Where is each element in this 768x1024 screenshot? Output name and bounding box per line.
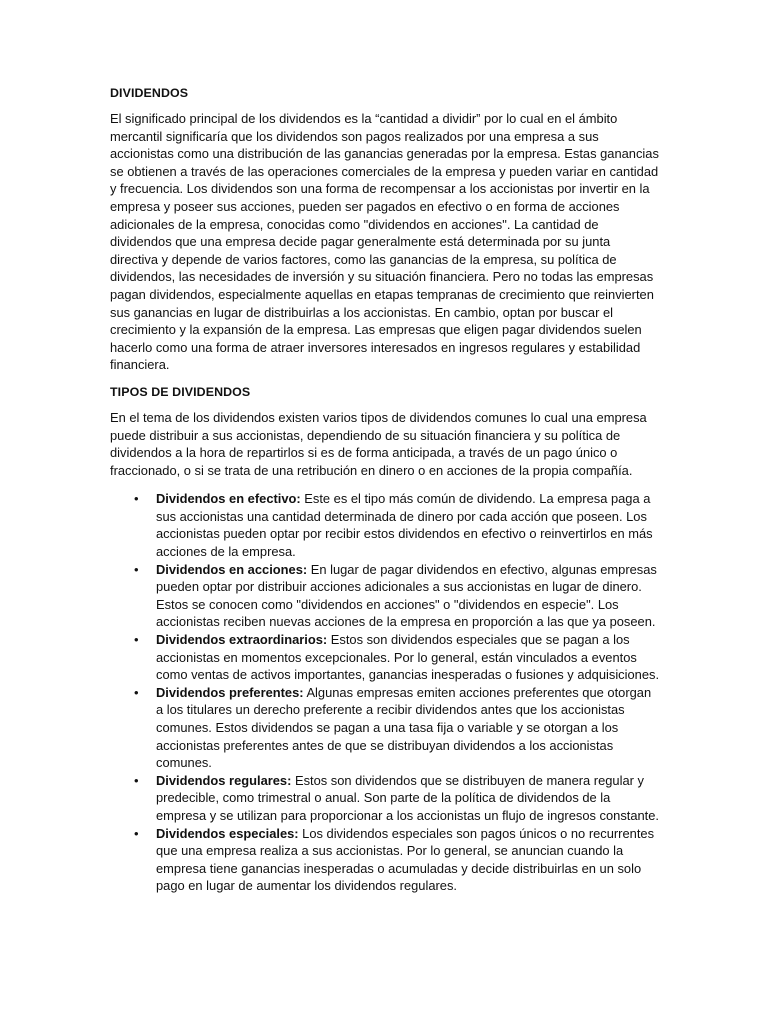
list-item-text: Este es el tipo más común de dividendo. La empresa paga a sus accionistas una cantidad determinada de dinero por cada acción que poseen. Los accionistas pueden optar por recibir estos dividendos en efectivo o reinvertirlos en más acciones de la empresa. [156,491,653,560]
bullet-icon: • [134,491,139,507]
list-item-term: Dividendos en acciones: [156,561,308,577]
intro-paragraph: El significado principal de los dividendos es la “cantidad a dividir” por lo cual en el ámbito mercantil significaría que los dividendos son pagos realizados por una empresa a sus accionistas como una distribución de las ganancias generadas por la empresa. Estas ganancias se obtienen a través de las operaciones comerciales de la empresa y pueden variar en cantidad y frecuencia. Los dividendos son una forma de recompensar a los accionistas por invertir en la empresa y poseer sus acciones, pueden ser pagados en efectivo o en forma de acciones adicionales de la empresa, conocidas como "dividendos en acciones". La cantidad de dividendos que una empresa decide pagar generalmente está determinada por su junta directiva y depende de varios factores, como las ganancias de la empresa, su política de dividendos, las necesidades de inversión y su situación financiera. Pero no todas las empresas pagan dividendos, especialmente aquellas en etapas tempranas de crecimiento que reinvierten sus ganancias en lugar de distribuirlas a los accionistas. En cambio, optan por buscar el crecimiento y la expansión de la empresa. Las empresas que eligen pagar dividendos suelen hacerlo como una forma de atraer inversores interesados en ingresos regulares y estabilidad financiera. [110,111,659,373]
heading-tipos-de-dividendos: TIPOS DE DIVIDENDOS [110,384,251,399]
list-item-text: Algunas empresas emiten acciones preferentes que otorgan a los titulares un derecho preferente a recibir dividendos antes que los accionistas comunes. Estos dividendos se pagan a una tasa fija o variable y se otorgan a los accionistas preferentes antes de que se distribuyan dividendos a los accionistas comunes. [156,684,652,771]
bullet-icon: • [134,684,139,700]
list-item-efectivo [134,490,660,560]
bullet-icon: • [134,632,139,648]
heading-dividendos: DIVIDENDOS [110,86,189,100]
list-item-extraordinarios [134,631,660,684]
list-item-acciones [134,561,660,631]
list-item-text: Estos son dividendos especiales que se pagan a los accionistas en momentos excepcionales. Por lo general, están vinculados a eventos como ventas de activos importantes, ganancias inesperadas o fusiones y adquisiciones. [156,632,660,683]
list-item-term: Dividendos en efectivo: [156,491,301,507]
list-item-text: En lugar de pagar dividendos en efectivo, algunas empresas pueden optar por distribuir acciones adicionales a sus accionistas en lugar de dinero. Estos se conocen como "dividendos en acciones" o "dividendos en especie". Los accionistas reciben nuevas acciones de la empresa en proporción a las que ya poseen. [156,561,657,630]
list-item-especiales [134,825,660,895]
list-item-term: Dividendos regulares: [156,772,292,788]
list-item-term: Dividendos especiales: [156,825,299,841]
bullet-icon: • [134,825,139,841]
list-item-text: Estos son dividendos que se distribuyen de manera regular y predecible, como trimestral o anual. Son parte de la política de dividendos de la empresa y se utilizan para proporcionar a los accionistas un flujo de ingresos constante. [156,772,660,823]
list-item-preferentes [134,684,660,772]
list-item-term: Dividendos extraordinarios: [156,632,328,648]
bullet-icon: • [134,772,139,788]
types-intro-paragraph: En el tema de los dividendos existen varios tipos de dividendos comunes lo cual una empresa puede distribuir a sus accionistas, dependiendo de su situación financiera y su política de dividendos a la hora de repartirlos si es de forma anticipada, a través de un pago único o fraccionado, o si se trata de una retribución en dinero o en acciones de la propia compañía. [110,409,647,478]
bullet-icon: • [134,561,139,577]
dividend-types-list [110,490,660,895]
list-item-text: Los dividendos especiales son pagos únicos o no recurrentes que una empresa realiza a sus accionistas. Por lo general, se anuncian cuando la empresa tiene ganancias inesperadas o acumuladas y decide distribuirlas en un solo pago en lugar de aumentar los dividendos regulares. [156,825,655,894]
list-item-regulares [134,772,660,825]
list-item-term: Dividendos preferentes: [156,684,304,700]
